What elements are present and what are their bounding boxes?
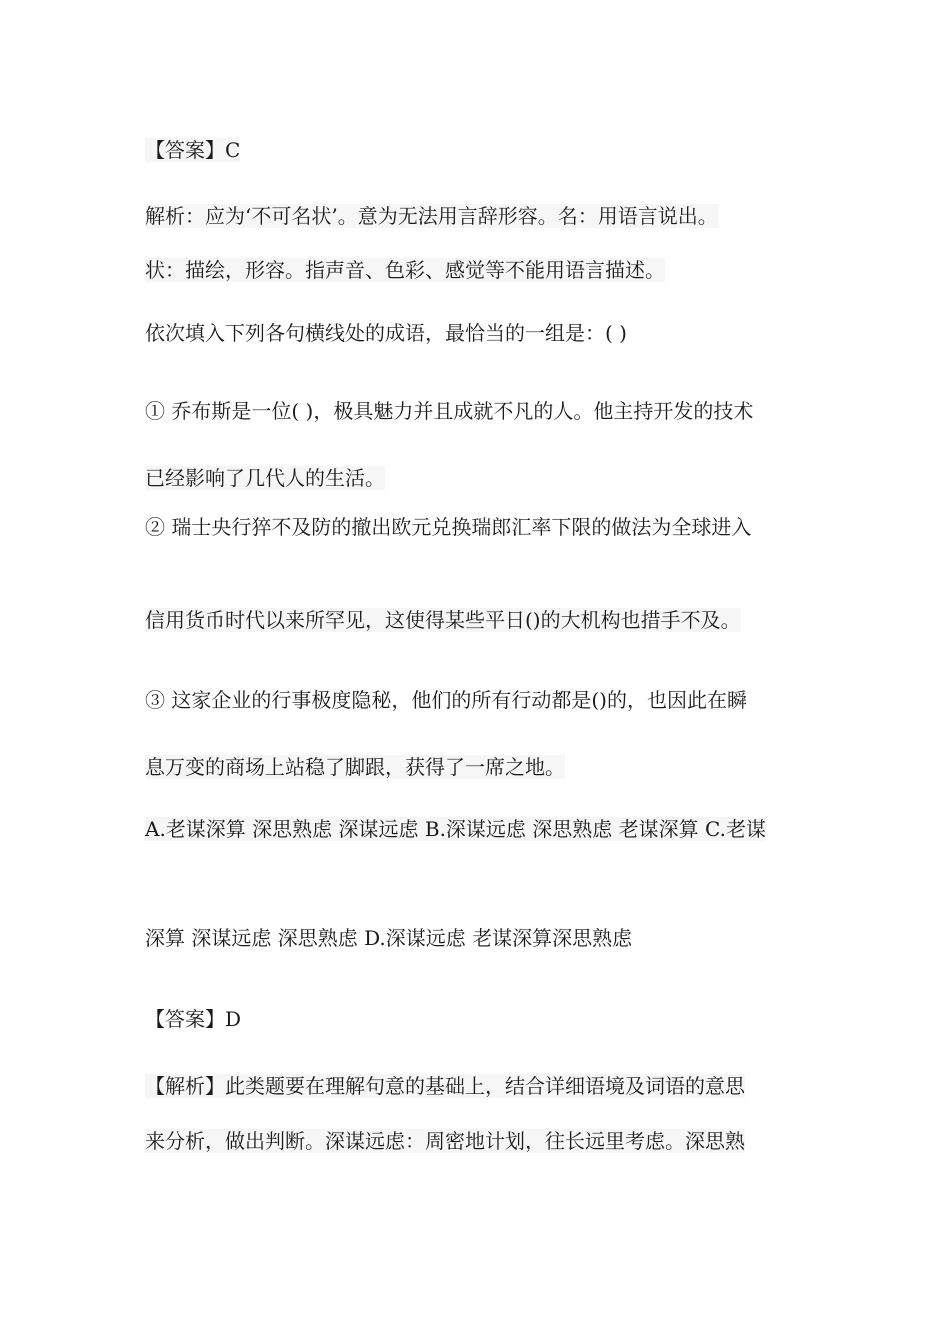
sentence-2-text-1: ② 瑞士央行猝不及防的撤出欧元兑换瑞郎汇率下限的做法为全球进入 [145, 515, 752, 539]
analysis-line-2 [145, 257, 665, 283]
sentence-1-line-1 [145, 398, 753, 424]
sentence-2-line-1 [145, 514, 751, 540]
options-line-1 [145, 816, 766, 842]
sentence-1-text-2: 已经影响了几代人的生活。 [145, 466, 385, 490]
analysis-text-1: 解析：应为‘不可名状’。意为无法用言辞形容。名：用语言说出。 [145, 204, 718, 228]
sentence-2-line-2 [145, 607, 741, 633]
analysis-line-1 [145, 203, 718, 229]
question-stem-text: 依次填入下列各句横线处的成语，最恰当的一组是：( ) [145, 321, 627, 345]
sentence-1-line-2 [145, 465, 385, 491]
answer-text-1: 【答案】C [145, 138, 241, 162]
answer-label-2 [145, 1006, 241, 1032]
analysis-text-3: 【解析】此类题要在理解句意的基础上，结合详细语境及词语的意思 [145, 1074, 745, 1098]
sentence-3-line-1 [145, 687, 747, 713]
sentence-3-text-2: 息万变的商场上站稳了脚跟，获得了一席之地。 [145, 755, 565, 779]
options-text-2: 深算 深谋远虑 深思熟虑 D.深谋远虑 老谋深算深思熟虑 [145, 926, 633, 950]
sentence-1-text-1: ① 乔布斯是一位( )，极具魅力并且成就不凡的人。他主持开发的技术 [145, 399, 754, 423]
analysis-text-2: 状：描绘，形容。指声音、色彩、感觉等不能用语言描述。 [145, 258, 665, 282]
sentence-3-text-1: ③ 这家企业的行事极度隐秘，他们的所有行动都是()的，也因此在瞬 [145, 688, 747, 712]
question-stem [145, 320, 627, 346]
analysis-text-4: 来分析，做出判断。深谋远虑：周密地计划，往长远里考虑。深思熟 [145, 1129, 745, 1153]
options-text-1: A.老谋深算 深思熟虑 深谋远虑 B.深谋远虑 深思熟虑 老谋深算 C.老谋 [145, 817, 766, 841]
sentence-2-text-2: 信用货币时代以来所罕见，这使得某些平日()的大机构也措手不及。 [145, 608, 741, 632]
answer-text-2: 【答案】D [145, 1007, 242, 1031]
options-line-2 [145, 925, 632, 951]
sentence-3-line-2 [145, 754, 565, 780]
analysis-line-4 [145, 1128, 745, 1154]
analysis-line-3 [145, 1073, 745, 1099]
answer-label-1 [145, 137, 240, 163]
